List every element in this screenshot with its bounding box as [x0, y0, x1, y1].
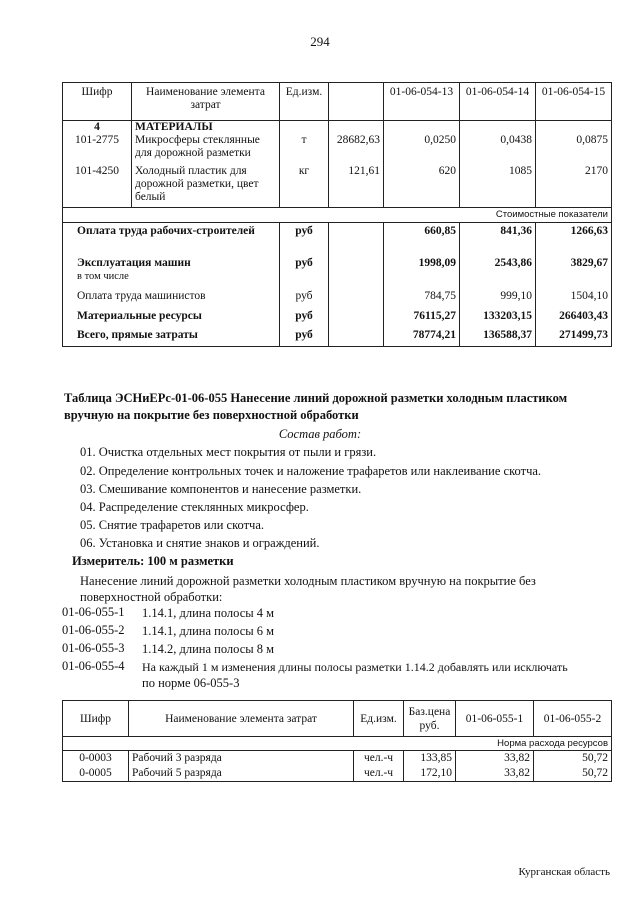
header-norm-14: 01-06-054-14: [460, 83, 536, 121]
code-value: 01-06-055-2: [62, 623, 125, 637]
cost-value: 266403,43: [536, 308, 612, 327]
header-code: Шифр: [63, 701, 129, 737]
code-value: 01-06-055-4: [62, 659, 125, 673]
materials-table: [62, 82, 612, 347]
code-text-line: по норме 06-055-3: [142, 676, 240, 690]
cost-value: 784,75: [384, 287, 460, 308]
cost-value: 660,85: [384, 223, 460, 258]
works-heading: Состав работ:: [278, 427, 362, 441]
row-value: 0,0875: [536, 134, 612, 160]
cost-value: 76115,27: [384, 308, 460, 327]
header-norm-13: 01-06-054-13: [384, 83, 460, 121]
code-item: [62, 605, 622, 623]
page-number: 294: [310, 34, 330, 49]
cost-value: 2543,86: [460, 257, 536, 287]
cost-unit: руб: [280, 327, 329, 347]
header-name: Наименование элемента затрат: [132, 83, 280, 121]
cost-name: Эксплуатация машин: [77, 257, 191, 269]
section-title: [64, 390, 624, 424]
row-value: 620: [384, 160, 460, 208]
code-item: [62, 659, 622, 693]
row-value: 1085: [460, 160, 536, 208]
code-value: 01-06-055-1: [62, 605, 125, 619]
row-unit: т: [280, 134, 329, 160]
cost-value: 999,10: [460, 287, 536, 308]
row-unit: чел.-ч: [354, 751, 404, 767]
row-price: 133,85: [404, 751, 456, 767]
code-text: 1.14.2, длина полосы 8 м: [142, 642, 275, 656]
row-unit: чел.-ч: [354, 766, 404, 782]
header-code: Шифр: [63, 83, 132, 121]
cost-value: 1504,10: [536, 287, 612, 308]
description-line: Нанесение линий дорожной разметки холодным пластиком вручную на покрытие без: [80, 574, 536, 588]
norm-label: Норма расхода ресурсов: [63, 737, 612, 751]
table-row: [63, 134, 612, 160]
row-name: Холодный пластик для дорожной разметки, цвет белый: [132, 160, 280, 208]
cost-value: 133203,15: [460, 308, 536, 327]
section-code: 4: [63, 121, 132, 135]
work-item: 05. Снятие трафаретов или скотча.: [80, 518, 265, 532]
table-row: [63, 287, 612, 308]
header-price: Баз.цена руб.: [404, 701, 456, 737]
header-unit: Ед.изм.: [354, 701, 404, 737]
row-code: 0-0005: [63, 766, 129, 782]
cost-value: 1266,63: [536, 223, 612, 258]
work-item: 04. Распределение стеклянных микросфер.: [80, 500, 309, 514]
table-row: [63, 751, 612, 767]
cost-label-row: [63, 208, 612, 223]
row-value: 50,72: [534, 751, 612, 767]
section-name: МАТЕРИАЛЫ: [132, 121, 280, 135]
row-price: 28682,63: [329, 134, 384, 160]
row-value: 33,82: [456, 766, 534, 782]
table-row: [63, 327, 612, 347]
code-text: [142, 659, 617, 691]
row-price: 121,61: [329, 160, 384, 208]
row-name: Микросферы стеклянные для дорожной разметки: [132, 134, 280, 160]
row-value: 50,72: [534, 766, 612, 782]
row-unit: кг: [280, 160, 329, 208]
table-header-row: [63, 701, 612, 737]
cost-value: 78774,21: [384, 327, 460, 347]
table-row: [63, 257, 612, 287]
row-code: 101-2775: [63, 134, 132, 160]
table-row: [63, 223, 612, 258]
cost-unit: руб: [280, 308, 329, 327]
cost-name: Оплата труда рабочих-строителей: [63, 223, 280, 258]
row-value: 0,0250: [384, 134, 460, 160]
row-code: 101-4250: [63, 160, 132, 208]
cost-value: 1998,09: [384, 257, 460, 287]
description: [80, 573, 536, 605]
table-row: [63, 308, 612, 327]
header-norm-15: 01-06-054-15: [536, 83, 612, 121]
header-unit: Ед.изм.: [280, 83, 329, 121]
work-item: 01. Очистка отдельных мест покрытия от пыли и грязи.: [80, 445, 377, 459]
row-name: Рабочий 5 разряда: [129, 766, 354, 782]
row-value: 2170: [536, 160, 612, 208]
header-norm-2: 01-06-055-2: [534, 701, 612, 737]
table-row: [63, 160, 612, 208]
cost-label: Стоимостные показатели: [63, 208, 612, 223]
description-line: поверхностной обработки:: [80, 590, 223, 604]
cost-unit: руб: [280, 287, 329, 308]
table-row: [63, 766, 612, 782]
row-name: Рабочий 3 разряда: [129, 751, 354, 767]
cost-name: Всего, прямые затраты: [63, 327, 280, 347]
cost-name: Оплата труда машинистов: [63, 287, 280, 308]
code-item: [62, 641, 622, 659]
cost-value: 841,36: [460, 223, 536, 258]
code-text-line: На каждый 1 м изменения длины полосы разметки 1.14.2 добавлять или исключать: [142, 660, 568, 674]
code-value: 01-06-055-3: [62, 641, 125, 655]
cost-unit: руб: [280, 257, 329, 287]
cost-value: 3829,67: [536, 257, 612, 287]
row-value: 33,82: [456, 751, 534, 767]
header-norm-1: 01-06-055-1: [456, 701, 534, 737]
code-text: 1.14.1, длина полосы 4 м: [142, 606, 275, 620]
header-name: Наименование элемента затрат: [129, 701, 354, 737]
section-title-line: Таблица ЭСНиЕРс-01-06-055 Нанесение линий дорожной разметки холодным пластиком: [64, 391, 568, 405]
table-header-row: [63, 83, 612, 121]
row-price: 172,10: [404, 766, 456, 782]
code-item: [62, 623, 622, 641]
work-item: 03. Смешивание компонентов и нанесение разметки.: [80, 482, 362, 496]
section-title-line: вручную на покрытие без поверхностной обработки: [64, 408, 359, 422]
cost-name-cell: [63, 257, 280, 287]
work-item: 06. Установка и снятие знаков и ограждений.: [80, 536, 320, 550]
cost-unit: руб: [280, 223, 329, 258]
work-item: 02. Определение контрольных точек и наложение трафаретов или наклеивание скотча.: [80, 464, 542, 478]
cost-name: Материальные ресурсы: [63, 308, 280, 327]
section-row: [63, 121, 612, 135]
measure-unit: Измеритель: 100 м разметки: [72, 554, 234, 568]
header-price: [329, 83, 384, 121]
row-value: 0,0438: [460, 134, 536, 160]
cost-subnote: в том числе: [77, 271, 129, 282]
footer-region: Курганская область: [518, 866, 610, 878]
norm-label-row: [63, 737, 612, 751]
resources-table: [62, 700, 612, 782]
cost-value: 271499,73: [536, 327, 612, 347]
row-code: 0-0003: [63, 751, 129, 767]
code-text: 1.14.1, длина полосы 6 м: [142, 624, 275, 638]
cost-value: 136588,37: [460, 327, 536, 347]
